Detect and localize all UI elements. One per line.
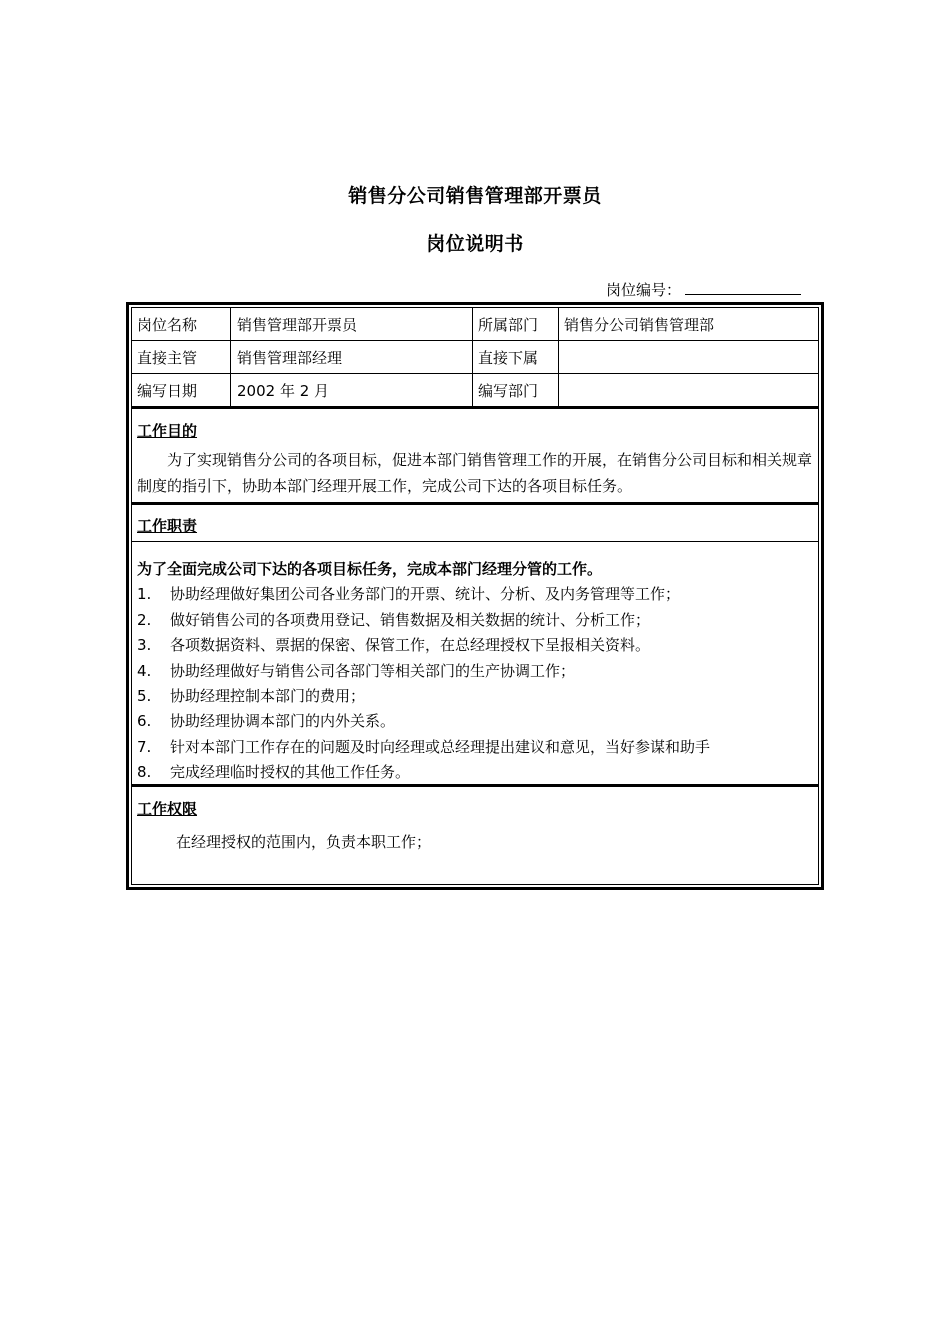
col-divider (558, 308, 559, 406)
duty-text: 协助经理控制本部门的费用； (170, 687, 366, 705)
writer-label: 编写部门 (478, 382, 539, 400)
duty-text: 各项数据资料、票据的保密、保管工作，在总经理授权下呈报相关资料。 (170, 636, 651, 654)
col-divider (472, 308, 473, 406)
post-name-value: 销售管理部开票员 (237, 316, 358, 334)
subordinate-label: 直接下属 (478, 349, 539, 367)
job-description-table (126, 302, 824, 890)
post-name-label: 岗位名称 (137, 316, 198, 334)
duty-text: 协助经理做好与销售公司各部门等相关部门的生产协调工作； (170, 662, 576, 680)
purpose-text: 为了实现销售分公司的各项目标，促进本部门销售管理工作的开展，在销售分公司目标和相关规章制度的指引下，协助本部门经理开展工作，完成公司下达的各项目标任务。 (137, 451, 813, 495)
duty-num: 8. (137, 763, 152, 781)
post-code-blank (685, 279, 801, 295)
duty-num: 3. (137, 636, 152, 654)
duty-num: 5. (137, 687, 152, 705)
supervisor-value: 销售管理部经理 (237, 349, 343, 367)
duty-item (137, 685, 365, 706)
heading-divider (132, 541, 818, 542)
duty-item (137, 609, 650, 630)
duties-heading: 工作职责 (137, 517, 198, 535)
duty-num: 2. (137, 611, 152, 629)
section-divider (132, 406, 818, 409)
post-code (606, 279, 801, 300)
duty-text: 做好销售公司的各项费用登记、销售数据及相关数据的统计、分析工作； (170, 611, 651, 629)
duty-item (137, 583, 680, 604)
doc-title-line1: 销售分公司销售管理部开票员 (348, 185, 602, 207)
duty-text: 完成经理临时授权的其他工作任务。 (170, 763, 411, 781)
duty-item (137, 710, 395, 731)
dept-label: 所属部门 (478, 316, 539, 334)
purpose-heading: 工作目的 (137, 422, 198, 440)
section-divider (132, 502, 818, 505)
dept-value: 销售分公司销售管理部 (564, 316, 715, 334)
date-label: 编写日期 (137, 382, 198, 400)
duty-item (137, 634, 650, 655)
authority-text: 在经理授权的范围内，负责本职工作； (176, 833, 432, 851)
section-divider (132, 784, 818, 787)
duty-text: 针对本部门工作存在的问题及时向经理或总经理提出建议和意见，当好参谋和助手 (170, 738, 711, 756)
row-divider (132, 373, 818, 374)
duty-item (137, 660, 575, 681)
col-divider (230, 308, 231, 406)
table-inner-border (131, 307, 819, 885)
authority-heading: 工作权限 (137, 800, 198, 818)
post-code-label: 岗位编号： (606, 281, 682, 299)
duty-num: 1. (137, 585, 152, 603)
row-divider (132, 340, 818, 341)
duty-item (137, 761, 410, 782)
duty-num: 7. (137, 738, 152, 756)
duty-item (137, 736, 710, 757)
duties-lead: 为了全面完成公司下达的各项目标任务，完成本部门经理分管的工作。 (137, 560, 603, 578)
authority-item (139, 831, 431, 852)
duty-text: 协助经理协调本部门的内外关系。 (170, 712, 396, 730)
duty-num: 4. (137, 662, 152, 680)
doc-title-line2: 岗位说明书 (426, 233, 524, 255)
duty-text: 协助经理做好集团公司各业务部门的开票、统计、分析、及内务管理等工作； (170, 585, 681, 603)
duty-num: 6. (137, 712, 152, 730)
supervisor-label: 直接主管 (137, 349, 198, 367)
date-value: 2002 年 2 月 (237, 382, 330, 400)
